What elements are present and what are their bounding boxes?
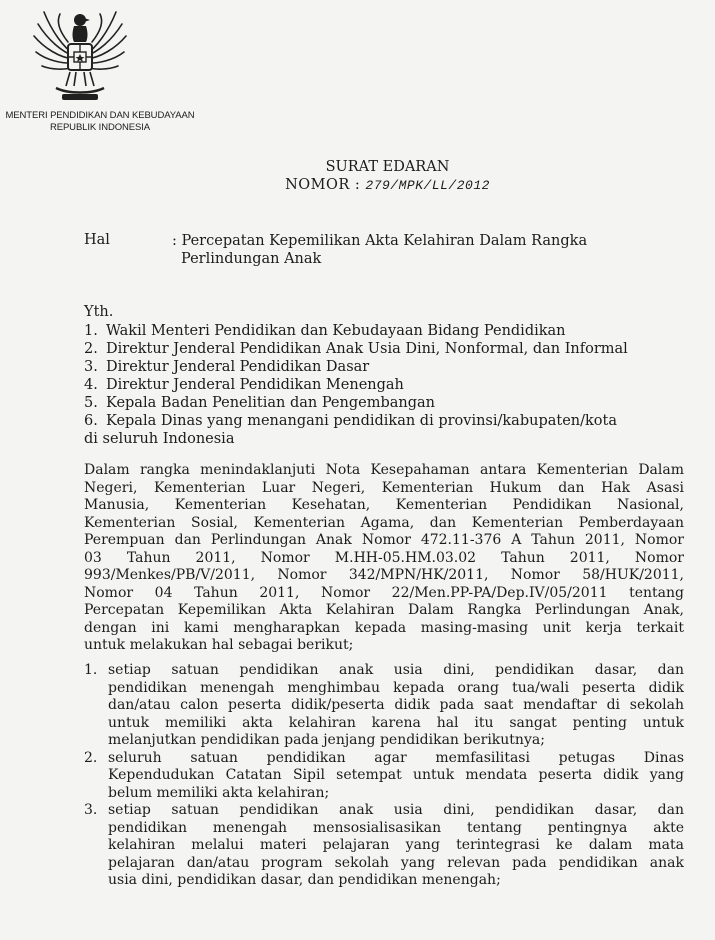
body-paragraph bbox=[84, 462, 684, 655]
list-item-text: Direktur Jenderal Pendidikan Menengah bbox=[106, 377, 404, 393]
instruction-list bbox=[84, 662, 684, 890]
instruction-line: setiap satuan pendidikan anak usia dini, pendidikan dasar, dan bbox=[108, 662, 684, 678]
instruction-line: dan/atau calon peserta didik/peserta didik pada saat mendaftar di sekolah bbox=[108, 697, 684, 713]
list-item-continuation: di seluruh Indonesia bbox=[84, 431, 235, 447]
instruction-line: pendidikan menengah mensosialisasikan tentang pentingnya akte bbox=[108, 819, 684, 836]
body-line: 03 Tahun 2011, Nomor M.HH-05.HM.03.02 Tahun 2011, Nomor bbox=[84, 549, 684, 566]
list-item bbox=[84, 412, 684, 430]
instruction-line: pelajaran dan/atau program sekolah yang relevan pada pendidikan anak bbox=[108, 854, 684, 871]
list-item-number: 5. bbox=[84, 395, 98, 411]
body-line: untuk melakukan hal sebagai berikut; bbox=[84, 637, 354, 653]
garuda-emblem-icon bbox=[30, 2, 130, 106]
instruction-line: belum memiliki akta kelahiran; bbox=[108, 784, 330, 801]
list-item bbox=[84, 340, 684, 358]
subject-label: Hal bbox=[84, 232, 110, 248]
body-line: Negeri, Kementerian Luar Negeri, Kementerian Hukum dan Hak Asasi bbox=[84, 479, 684, 496]
instruction-line: usia dini, pendidikan dasar, dan pendidikan menengah; bbox=[108, 872, 501, 888]
instruction-line: setiap satuan pendidikan anak usia dini, pendidikan dasar, dan bbox=[108, 802, 684, 818]
ministry-header bbox=[0, 110, 200, 134]
number-separator: : bbox=[354, 177, 361, 193]
instruction-number: 3. bbox=[84, 802, 98, 818]
country-name: REPUBLIK INDONESIA bbox=[49, 122, 151, 133]
body-line: Dalam rangka menindaklanjuti Nota Kesepahaman antara Kementerian Dalam bbox=[84, 462, 684, 478]
body-line: Nomor 04 Tahun 2011, Nomor 22/Men.PP-PA/Dep.IV/05/2011 tentang bbox=[84, 584, 684, 601]
list-item-number: 1. bbox=[84, 323, 98, 339]
instruction-line: Kependudukan Catatan Sipil setempat untuk mendata peserta didik yang bbox=[108, 767, 684, 783]
instruction-number: 2. bbox=[84, 749, 98, 766]
number-value: 279/MPK/LL/2012 bbox=[365, 178, 490, 193]
instruction-line: seluruh satuan pendidikan agar memfasilitasi petugas Dinas bbox=[108, 749, 684, 766]
number-label: NOMOR bbox=[285, 177, 350, 193]
list-item-number: 6. bbox=[84, 413, 98, 429]
list-item-text: Direktur Jenderal Pendidikan Dasar bbox=[106, 359, 370, 375]
list-item bbox=[84, 322, 684, 340]
instruction-line: pendidikan menengah menghimbau kepada orang tua/wali peserta didik bbox=[108, 679, 684, 696]
list-item bbox=[84, 394, 684, 412]
instruction-item bbox=[84, 750, 684, 803]
list-item-number: 2. bbox=[84, 341, 98, 357]
body-line: Perempuan dan Perlindungan Anak Nomor 472.11-376 A Tahun 2011, Nomor bbox=[84, 532, 684, 548]
list-item-text: Kepala Dinas yang menangani pendidikan di provinsi/kabupaten/kota bbox=[106, 413, 617, 429]
subject-line: : Percepatan Kepemilikan Akta Kelahiran Dalam Rangka bbox=[172, 233, 588, 249]
list-item bbox=[84, 376, 684, 394]
list-item-number: 4. bbox=[84, 377, 98, 393]
recipient-list bbox=[84, 322, 684, 448]
subject-text bbox=[172, 232, 652, 268]
list-item-text: Direktur Jenderal Pendidikan Anak Usia Dini, Nonformal, dan Informal bbox=[106, 341, 628, 357]
body-line: Manusia, Kementerian Kesehatan, Kementerian Pendidikan Nasional, bbox=[84, 497, 684, 513]
body-line: Kementerian Sosial, Kementerian Agama, dan Kementerian Pemberdayaan bbox=[84, 514, 684, 531]
instruction-line: melanjutkan pendidikan pada jenjang pendidikan berikutnya; bbox=[108, 732, 545, 748]
body-line: Percepatan Kepemilikan Akta Kelahiran Dalam Rangka Perlindungan Anak, bbox=[84, 602, 684, 618]
ministry-name: MENTERI PENDIDIKAN DAN KEBUDAYAAN bbox=[5, 110, 195, 121]
subject-line: Perlindungan Anak bbox=[181, 251, 322, 267]
greeting: Yth. bbox=[84, 304, 114, 320]
instruction-line: untuk memiliki akta kelahiran karena hal itu sangat penting untuk bbox=[108, 714, 684, 731]
list-item-text: Wakil Menteri Pendidikan dan Kebudayaan Bidang Pendidikan bbox=[106, 323, 566, 339]
document-title: SURAT EDARAN bbox=[325, 159, 450, 175]
list-item bbox=[84, 358, 684, 376]
list-item-text: Kepala Badan Penelitian dan Pengembangan bbox=[106, 395, 435, 411]
body-line: 993/Menkes/PB/V/2011, Nomor 342/MPN/HK/2011, Nomor 58/HUK/2011, bbox=[84, 567, 684, 583]
instruction-item bbox=[84, 662, 684, 750]
document-number bbox=[30, 176, 715, 195]
instruction-line: kelahiran melalui materi pelajaran yang terintegrasi ke dalam mata bbox=[108, 837, 684, 853]
instruction-item bbox=[84, 802, 684, 890]
body-line: dengan ini kami mengharapkan kepada masing-masing unit kerja terkait bbox=[84, 619, 684, 636]
list-item-number: 3. bbox=[84, 359, 98, 375]
instruction-number: 1. bbox=[84, 662, 98, 678]
